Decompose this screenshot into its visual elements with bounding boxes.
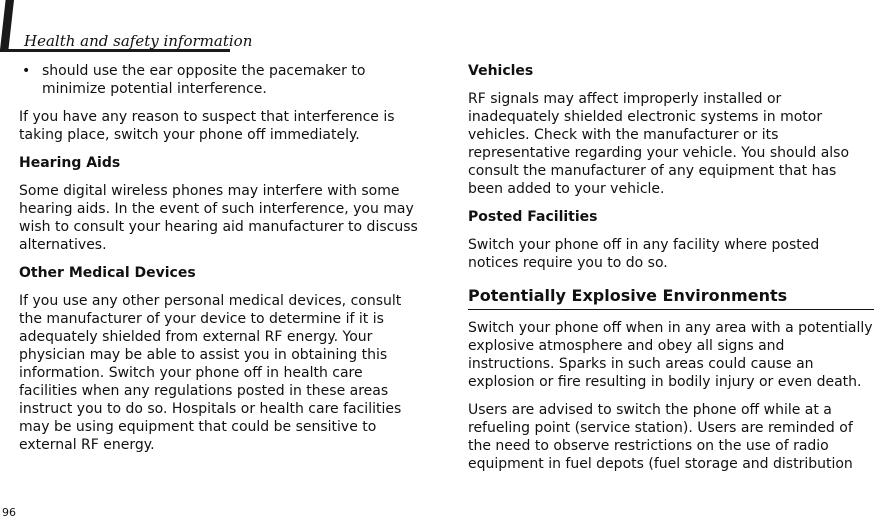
page-number: 96 — [2, 506, 16, 519]
paragraph-hearing-aids: Some digital wireless phones may interfere with some hearing aids. In the event of such interference, you may wish to consult your hearing aid manufacturer to discuss alternatives. — [19, 183, 418, 253]
heading-explosive-environments: Potentially Explosive Environments — [468, 286, 874, 310]
paragraph-explosive-1: Switch your phone off when in any area with a potentially explosive atmosphere and obey all signs and instructions. Sparks in such areas could cause an explosion or fire resulting in bodily injury or even death. — [468, 320, 873, 390]
paragraph-interference: If you have any reason to suspect that interference is taking place, switch your phone off immediately. — [19, 109, 395, 143]
paragraph-vehicles: RF signals may affect improperly installed or inadequately shielded electronic systems in motor vehicles. Check with the manufacturer or its representative regarding your vehicle. You should also consult the manufacturer of any equipment that has been added to your vehicle. — [468, 91, 850, 197]
right-column — [468, 62, 874, 483]
paragraph-explosive-2: Users are advised to switch the phone off while at a refueling point (service station). Users are reminded of the need to observe restrictions on the use of radio equipment in fuel depots (fuel storage and distribution — [468, 402, 853, 472]
bullet-text: should use the ear opposite the pacemaker to minimize potential interference. — [42, 63, 366, 97]
paragraph-other-medical-devices: If you use any other personal medical devices, consult the manufacturer of your device to determine if it is adequately shielded from external RF energy. Your physician may be able to assist you in obtaining this information. Switch your phone off in health care facilities when any regulations posted in these areas instruct you to do so. Hospitals or health care facilities may be using equipment that could be sensitive to external RF energy. — [19, 293, 402, 453]
left-column — [19, 62, 424, 464]
heading-hearing-aids: Hearing Aids — [19, 155, 121, 171]
bullet-icon: • — [22, 63, 31, 79]
heading-vehicles: Vehicles — [468, 63, 534, 79]
bullet-item — [19, 62, 424, 98]
heading-posted-facilities: Posted Facilities — [468, 209, 598, 225]
paragraph-posted-facilities: Switch your phone off in any facility where posted notices require you to do so. — [468, 237, 820, 271]
header-accent-bar — [0, 0, 14, 50]
section-title: Health and safety information — [24, 32, 253, 50]
heading-other-medical-devices: Other Medical Devices — [19, 265, 196, 281]
